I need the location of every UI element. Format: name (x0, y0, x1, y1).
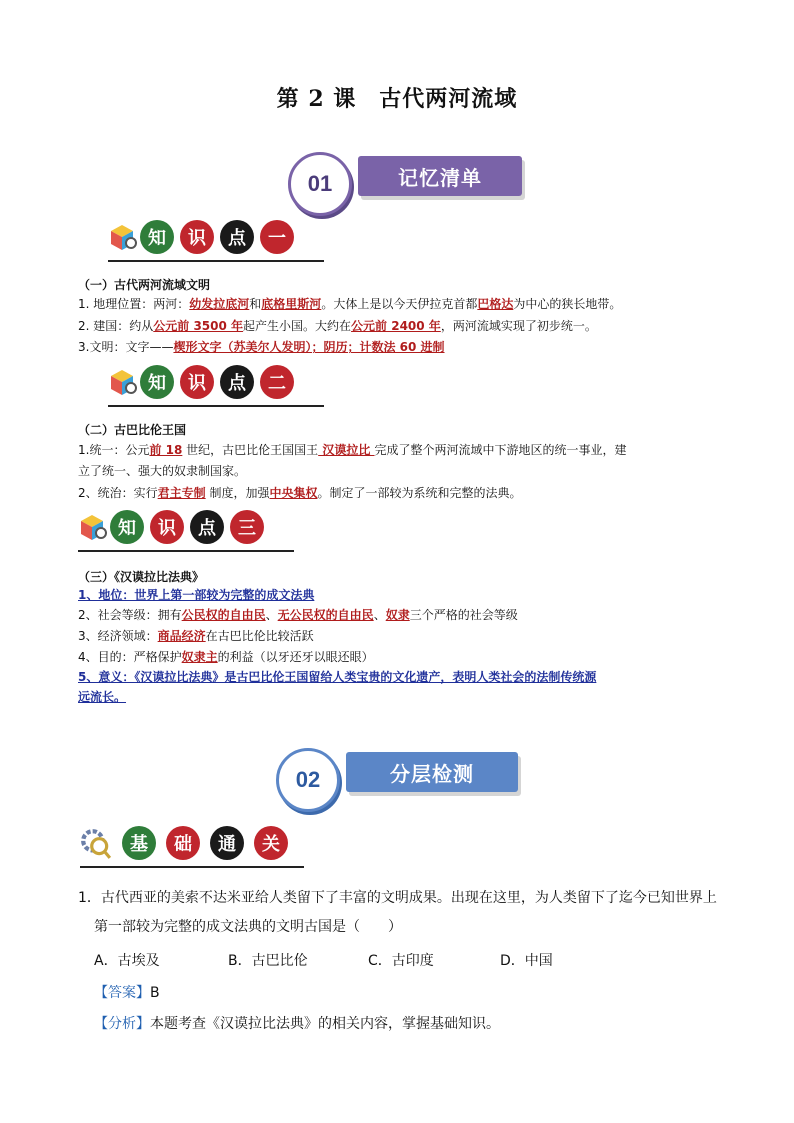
basic-level-badge (80, 826, 304, 868)
analysis: 【分析】本题考查《汉谟拉比法典》的相关内容，掌握基础知识。 (94, 1016, 500, 1032)
question-stem: 1．古代西亚的美索不达米亚给人类留下了丰富的文明成果。出现在这里，为人类留下了迄今已知世界上 (78, 890, 717, 906)
knowledge-point-badge-2 (108, 365, 324, 407)
text-line: 1. 地理位置：两河：幼发拉底河和底格里斯河。大体上是以今天伊拉克首都巴格达为中心的狭长地带。 (78, 297, 622, 311)
badge-char: 三 (230, 510, 264, 544)
answer: 【答案】B (94, 985, 160, 1001)
text-line: 2、统治：实行君主专制 制度，加强中央集权。制定了一部较为系统和完整的法典。 (78, 486, 522, 500)
badge-char: 点 (190, 510, 224, 544)
divider (80, 866, 304, 868)
text-line: 5、意义：《汉谟拉比法典》是古巴比伦王国留给人类宝贵的文化遗产，表明人类社会的法制传统源 (78, 670, 597, 684)
badge-char: 识 (180, 220, 214, 254)
text-line: 1.统一：公元前 18 世纪，古巴比伦王国国王 汉谟拉比 完成了整个两河流域中下游地区的统一事业，建 (78, 443, 627, 457)
badge-char: 二 (260, 365, 294, 399)
text-line: 立了统一、强大的奴隶制国家。 (78, 464, 247, 478)
cube-magnifier-icon (108, 367, 138, 397)
badge-char: 识 (150, 510, 184, 544)
divider (78, 550, 294, 552)
badge-char: 知 (140, 365, 174, 399)
text-line: 3、经济领域：商品经济在古巴比伦比较活跃 (78, 629, 314, 643)
cube-magnifier-icon (108, 222, 138, 252)
option-c: C．古印度 (368, 953, 434, 969)
badge-char: 识 (180, 365, 214, 399)
text-line: 2. 建国：约从公元前 3500 年起产生小国。大约在公元前 2400 年，两河流域实现了初步统一。 (78, 319, 597, 333)
text-line: 4、目的：严格保护奴隶主的利益（以牙还牙以眼还眼） (78, 650, 374, 664)
text-line: 2、社会等级：拥有公民权的自由民、无公民权的自由民、奴隶三个严格的社会等级 (78, 608, 518, 622)
badge-char: 关 (254, 826, 288, 860)
knowledge-point-badge-3 (78, 510, 294, 552)
section-number: 01 (288, 152, 352, 216)
section-label: 分层检测 (346, 752, 518, 792)
divider (108, 260, 324, 262)
page-title: 第 2 课 古代两河流域 (276, 86, 518, 112)
section-number: 02 (276, 748, 340, 812)
divider (108, 405, 324, 407)
badge-char: 一 (260, 220, 294, 254)
option-a: A．古埃及 (94, 953, 160, 969)
badge-char: 点 (220, 365, 254, 399)
section-label: 记忆清单 (358, 156, 522, 196)
badge-char: 知 (110, 510, 144, 544)
gear-magnifier-icon (80, 828, 112, 860)
badge-char: 点 (220, 220, 254, 254)
text-line: 1、地位：世界上第一部较为完整的成文法典 (78, 588, 315, 602)
cube-magnifier-icon (78, 512, 108, 542)
subsection-heading: （二）古巴比伦王国 (78, 423, 187, 437)
text-line: 3.文明：文字——楔形文字（苏美尔人发明）；阴历；计数法 60 进制 (78, 340, 445, 354)
question-stem: 第一部较为完整的成文法典的文明古国是（ ） (94, 919, 402, 935)
badge-char: 通 (210, 826, 244, 860)
badge-char: 知 (140, 220, 174, 254)
option-d: D．中国 (500, 953, 553, 969)
badge-char: 基 (122, 826, 156, 860)
option-b: B．古巴比伦 (228, 953, 308, 969)
badge-char: 础 (166, 826, 200, 860)
subsection-heading: （三）《汉谟拉比法典》 (78, 570, 205, 584)
text-line: 远流长。 (78, 690, 127, 704)
knowledge-point-badge-1 (108, 220, 324, 262)
subsection-heading: （一）古代两河流域文明 (78, 278, 211, 292)
